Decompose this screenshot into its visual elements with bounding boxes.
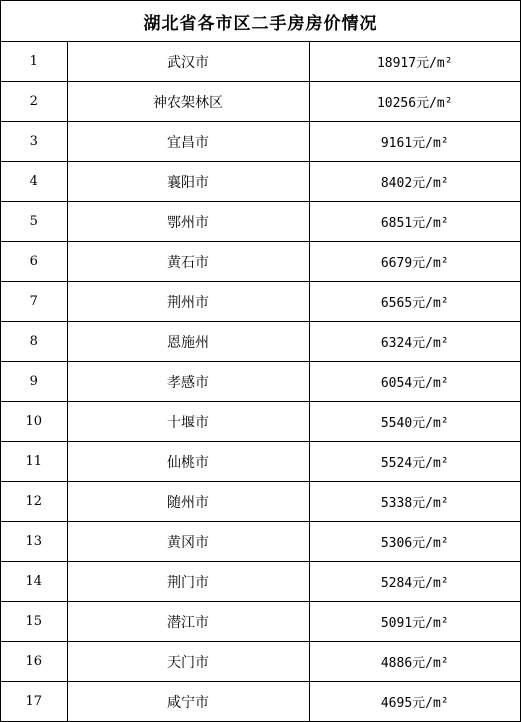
price-cell: 9161元/m²	[309, 122, 520, 162]
city-cell: 随州市	[67, 482, 309, 522]
price-cell: 6054元/m²	[309, 362, 520, 402]
price-cell: 5338元/m²	[309, 482, 520, 522]
rank-cell: 17	[1, 682, 67, 722]
table-row	[1, 82, 520, 122]
rank-cell: 12	[1, 482, 67, 522]
city-cell: 潜江市	[67, 602, 309, 642]
table-row	[1, 562, 520, 602]
table-row	[1, 402, 520, 442]
rank-cell: 6	[1, 242, 67, 282]
rank-cell: 16	[1, 642, 67, 682]
rank-cell: 9	[1, 362, 67, 402]
table-row	[1, 242, 520, 282]
rank-cell: 3	[1, 122, 67, 162]
city-cell: 荆门市	[67, 562, 309, 602]
rank-cell: 2	[1, 82, 67, 122]
city-cell: 孝感市	[67, 362, 309, 402]
rank-cell: 5	[1, 202, 67, 242]
table-row	[1, 282, 520, 322]
price-table	[1, 42, 520, 721]
price-cell: 18917元/m²	[309, 42, 520, 82]
rank-cell: 4	[1, 162, 67, 202]
price-cell: 6851元/m²	[309, 202, 520, 242]
city-cell: 襄阳市	[67, 162, 309, 202]
price-cell: 6324元/m²	[309, 322, 520, 362]
table-row	[1, 322, 520, 362]
table-title: 湖北省各市区二手房房价情况	[1, 1, 520, 42]
table-row	[1, 362, 520, 402]
table-row	[1, 482, 520, 522]
table-row	[1, 682, 520, 722]
price-cell: 5540元/m²	[309, 402, 520, 442]
rank-cell: 14	[1, 562, 67, 602]
price-cell: 6565元/m²	[309, 282, 520, 322]
price-cell: 10256元/m²	[309, 82, 520, 122]
city-cell: 黄冈市	[67, 522, 309, 562]
rank-cell: 10	[1, 402, 67, 442]
city-cell: 宜昌市	[67, 122, 309, 162]
price-cell: 5306元/m²	[309, 522, 520, 562]
city-cell: 十堰市	[67, 402, 309, 442]
table-row	[1, 602, 520, 642]
city-cell: 神农架林区	[67, 82, 309, 122]
rank-cell: 7	[1, 282, 67, 322]
city-cell: 荆州市	[67, 282, 309, 322]
rank-cell: 15	[1, 602, 67, 642]
price-cell: 4886元/m²	[309, 642, 520, 682]
table-row	[1, 442, 520, 482]
price-cell: 5091元/m²	[309, 602, 520, 642]
city-cell: 仙桃市	[67, 442, 309, 482]
price-table-body	[1, 42, 520, 721]
table-row	[1, 642, 520, 682]
city-cell: 武汉市	[67, 42, 309, 82]
city-cell: 恩施州	[67, 322, 309, 362]
city-cell: 鄂州市	[67, 202, 309, 242]
table-row	[1, 522, 520, 562]
price-cell: 6679元/m²	[309, 242, 520, 282]
price-cell: 8402元/m²	[309, 162, 520, 202]
price-cell: 4695元/m²	[380, 696, 449, 711]
rank-cell: 8	[1, 322, 67, 362]
price-cell: 5524元/m²	[309, 442, 520, 482]
table-row	[1, 42, 520, 82]
rank-cell: 13	[1, 522, 67, 562]
price-cell: 5284元/m²	[309, 562, 520, 602]
city-cell: 咸宁市	[67, 682, 309, 722]
table-row	[1, 162, 520, 202]
rank-cell: 1	[1, 42, 67, 82]
table-row	[1, 202, 520, 242]
rank-cell: 11	[1, 442, 67, 482]
table-row	[1, 122, 520, 162]
city-cell: 黄石市	[67, 242, 309, 282]
city-cell: 天门市	[67, 642, 309, 682]
